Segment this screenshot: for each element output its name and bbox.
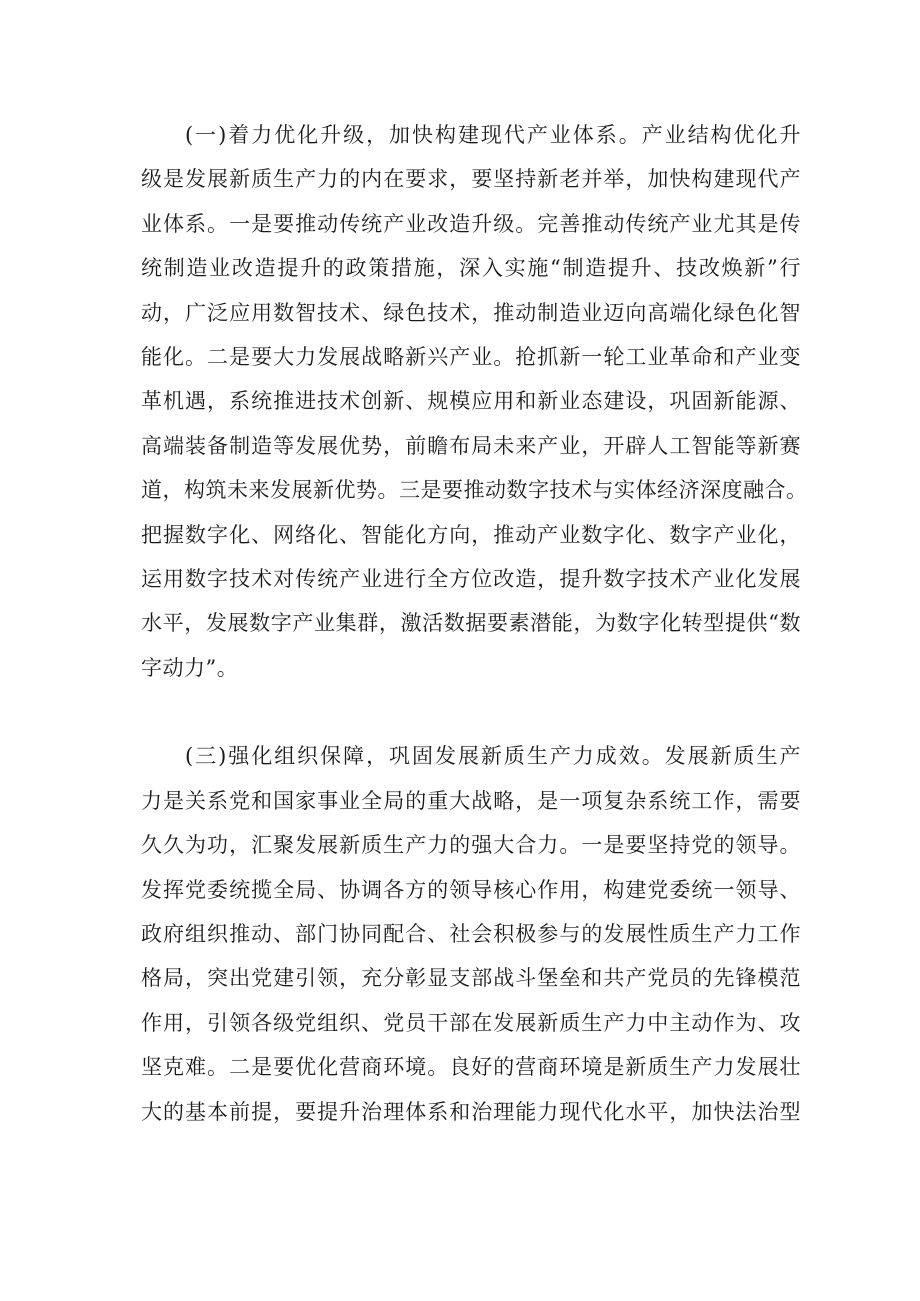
paragraph-2-line-7: 作用，引领各级党组织、党员干部在发展新质生产力中主动作为、攻 (141, 1011, 801, 1035)
paragraph-1-line-8: 高端装备制造等发展优势，前瞻布局未来产业，开辟人工智能等新赛 (141, 434, 801, 458)
paragraph-1-line-11: 运用数字技术对传统产业进行全方位改造，提升数字技术产业化发展 (141, 567, 801, 591)
paragraph-2-line-8: 坚克难。二是要优化营商环境。良好的营商环境是新质生产力发展壮 (141, 1055, 801, 1079)
paragraph-2-line-6: 格局，突出党建引领，充分彰显支部战斗堡垒和共产党员的先锋模范 (141, 966, 801, 990)
paragraph-1-line-9: 道，构筑未来发展新优势。三是要推动数字技术与实体经济深度融合。 (141, 478, 808, 502)
paragraph-1-line-5: 动，广泛应用数智技术、绿色技术，推动制造业迈向高端化绿色化智 (141, 301, 801, 325)
paragraph-1-line-1: (一)着力优化升级，加快构建现代产业体系。产业结构优化升 (185, 123, 801, 147)
paragraph-2-line-2: 力是关系党和国家事业全局的重大战略，是一项复杂系统工作，需要 (141, 789, 801, 813)
paragraph-2-line-4: 发挥党委统揽全局、协调各方的领导核心作用，构建党委统一领导、 (141, 878, 801, 902)
paragraph-1-line-7: 革机遇，系统推进技术创新、规模应用和新业态建设，巩固新能源、 (141, 389, 801, 413)
paragraph-1-line-6: 能化。二是要大力发展战略新兴产业。抢抓新一轮工业革命和产业变 (141, 345, 801, 369)
paragraph-1-line-13: 字动力”。 (141, 656, 239, 680)
paragraph-1-line-4: 统制造业改造提升的政策措施，深入实施“制造提升、技改焕新”行 (141, 256, 801, 280)
paragraph-1-line-2: 级是发展新质生产力的内在要求，要坚持新老并举，加快构建现代产 (141, 167, 801, 191)
paragraph-2-line-9: 大的基本前提，要提升治理体系和治理能力现代化水平，加快法治型 (141, 1100, 801, 1124)
paragraph-1-line-12: 水平，发展数字产业集群，激活数据要素潜能，为数字化转型提供“数 (141, 611, 801, 635)
paragraph-1-line-10: 把握数字化、网络化、智能化方向，推动产业数字化、数字产业化， (141, 523, 801, 547)
paragraph-1-line-3: 业体系。一是要推动传统产业改造升级。完善推动传统产业尤其是传 (141, 212, 801, 236)
paragraph-2-line-1: (三)强化组织保障，巩固发展新质生产力成效。发展新质生产 (185, 744, 801, 768)
paragraph-2-line-3: 久久为功，汇聚发展新质生产力的强大合力。一是要坚持党的领导。 (141, 833, 801, 857)
paragraph-2-line-5: 政府组织推动、部门协同配合、社会积极参与的发展性质生产力工作 (141, 922, 801, 946)
